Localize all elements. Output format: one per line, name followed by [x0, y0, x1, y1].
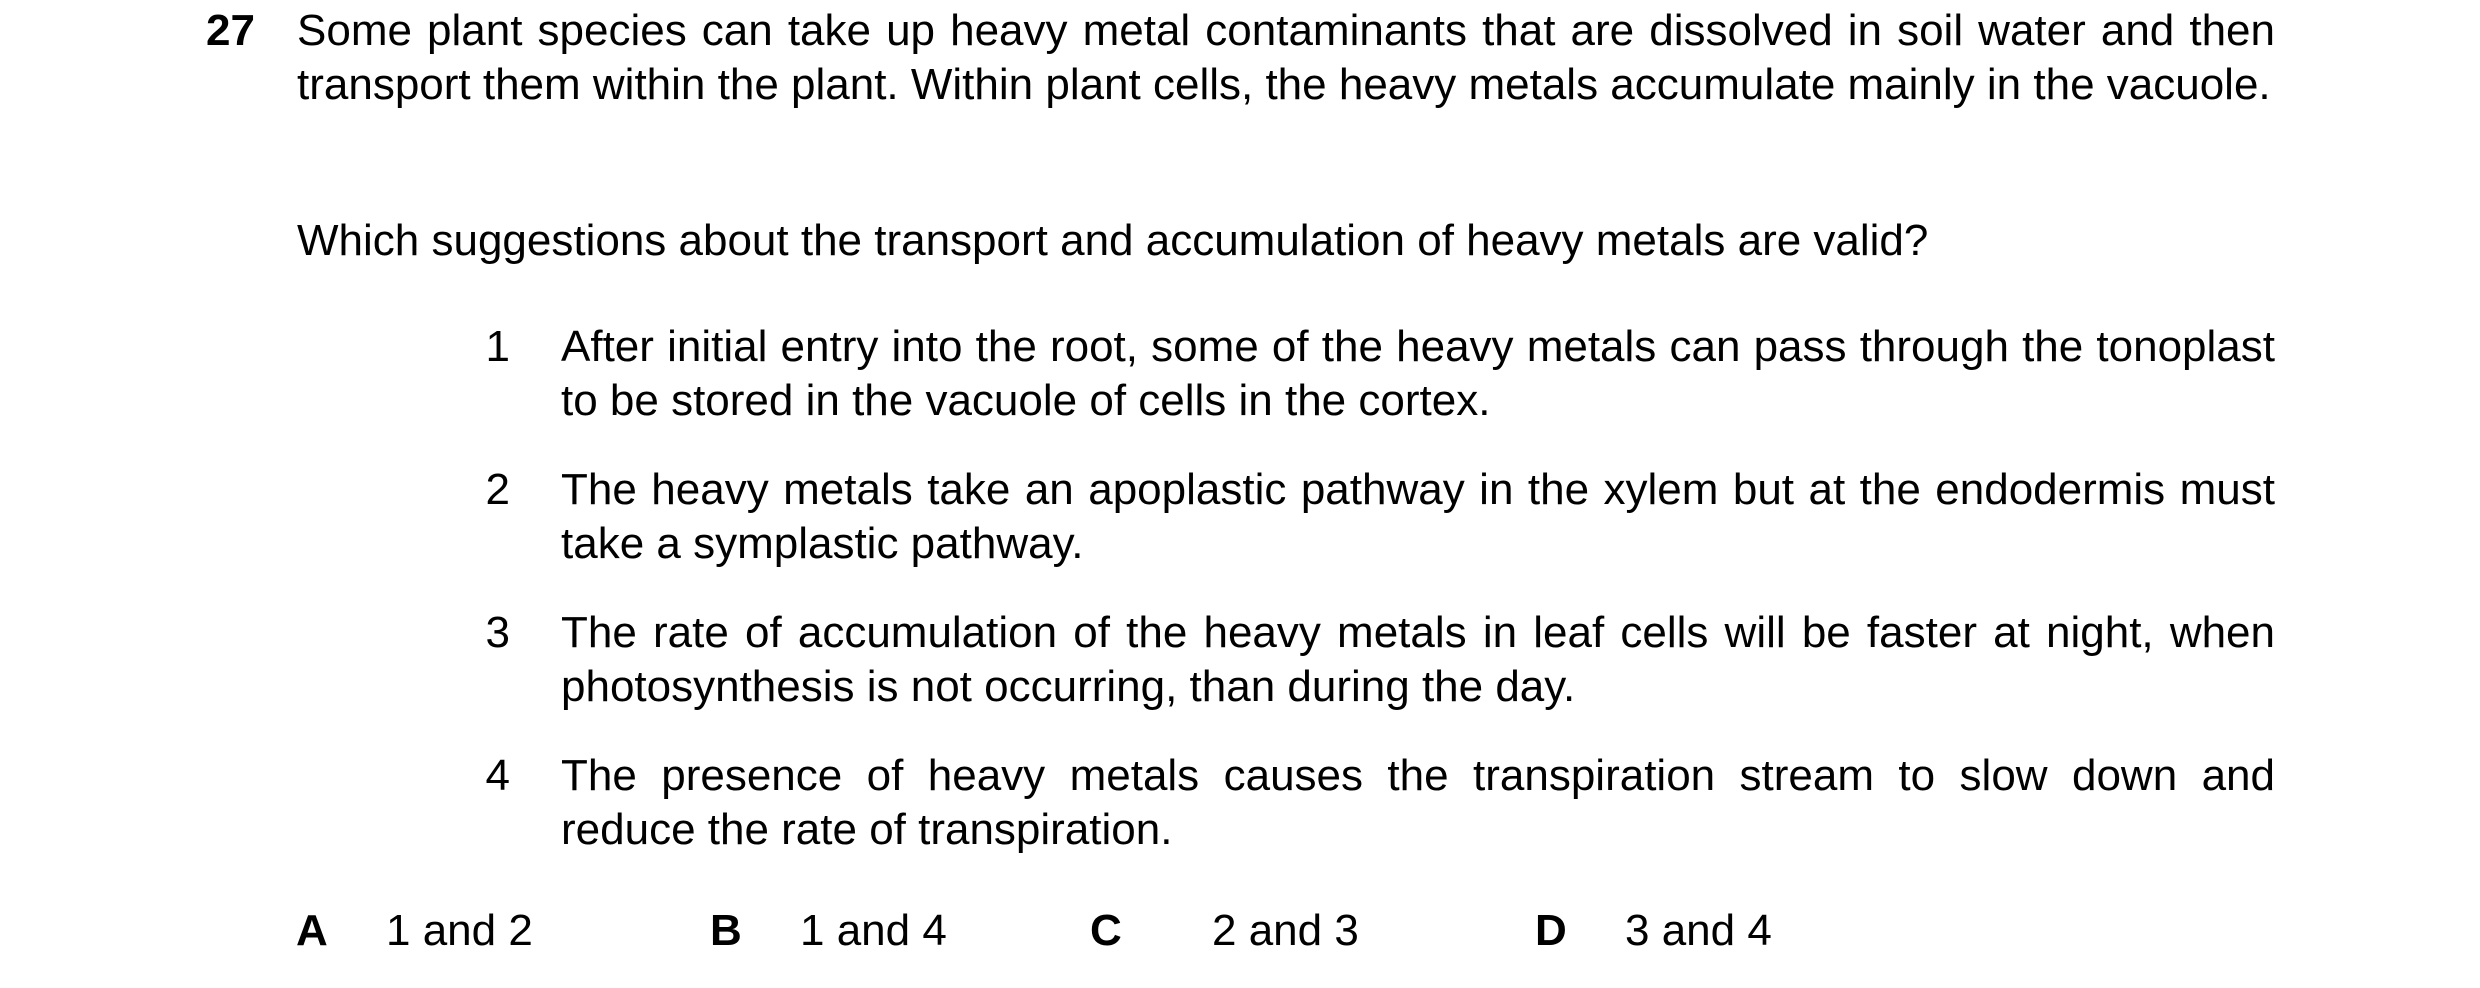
option-letter: A — [296, 906, 328, 955]
question-prompt: Which suggestions about the transport and accumulation of heavy metals are valid? — [297, 216, 1929, 265]
question-stem: Some plant species can take up heavy metal contaminants that are dissolved in soil water and then transport them within the plant. Within plant cells, the heavy metals accumulate mainly in the vacuole. — [297, 6, 2275, 109]
statement-number: 4 — [485, 751, 510, 800]
statement-text: The rate of accumulation of the heavy metals in leaf cells will be faster at night, when photosynthesis is not occurring, than during the day. — [561, 608, 2275, 711]
statement-text: The heavy metals take an apoplastic pathway in the xylem but at the endodermis must take a symplastic pathway. — [561, 465, 2275, 568]
option-letter: D — [1535, 906, 1567, 955]
statement-number: 2 — [485, 465, 510, 514]
option-text: 3 and 4 — [1625, 906, 1772, 955]
statement-text: The presence of heavy metals causes the transpiration stream to slow down and reduce the rate of transpiration. — [561, 751, 2275, 854]
option-text: 1 and 2 — [386, 906, 533, 955]
statement-number: 1 — [485, 322, 510, 371]
question-number: 27 — [206, 6, 255, 55]
statement-text: After initial entry into the root, some of the heavy metals can pass through the tonoplast to be stored in the vacuole of cells in the cortex. — [561, 322, 2275, 425]
option-letter: C — [1090, 906, 1122, 955]
option-text: 2 and 3 — [1212, 906, 1359, 955]
option-text: 1 and 4 — [800, 906, 947, 955]
statement-number: 3 — [485, 608, 510, 657]
option-letter: B — [710, 906, 742, 955]
